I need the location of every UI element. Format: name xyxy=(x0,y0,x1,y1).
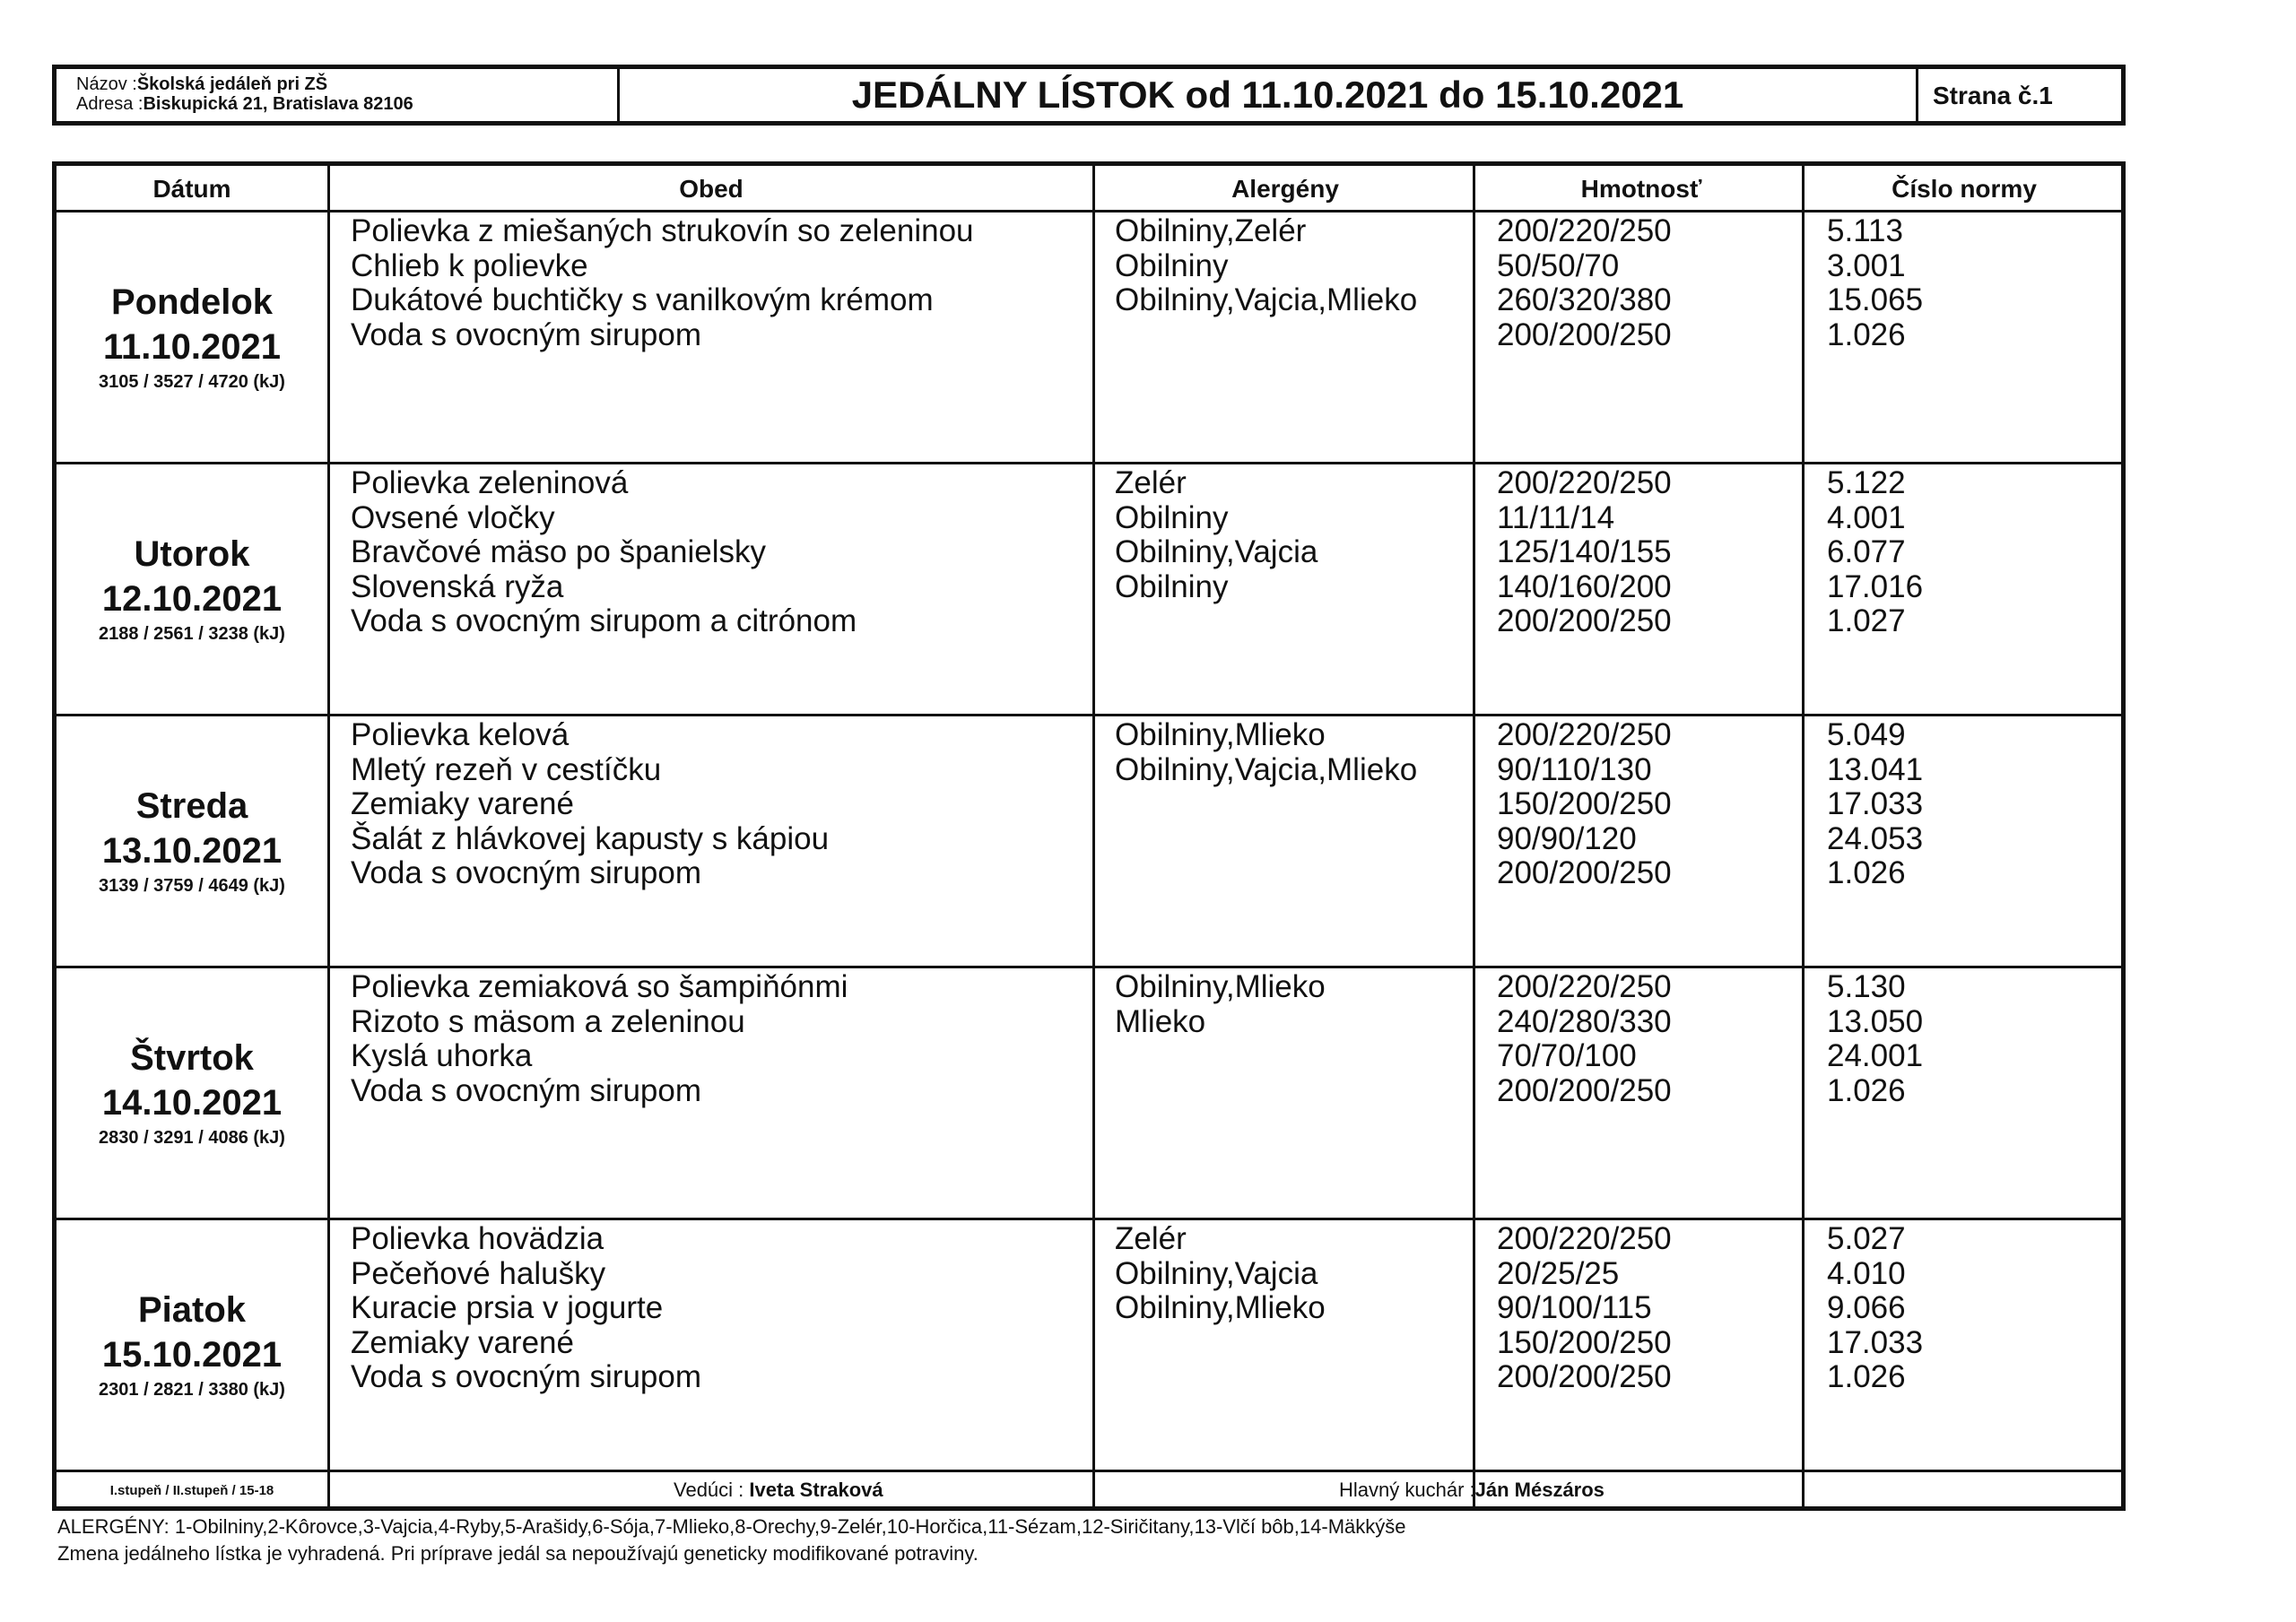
day-lunch-column xyxy=(351,1222,701,1395)
menu-item-weight: 240/280/330 xyxy=(1497,1003,1672,1039)
menu-item-allergens xyxy=(1115,787,1417,822)
menu-item-weight: 200/200/250 xyxy=(1497,603,1672,638)
menu-item-dish: Zemiaky varené xyxy=(351,1324,574,1360)
menu-item-norm: 5.049 xyxy=(1827,717,1906,752)
school-address-label: Adresa : xyxy=(76,94,144,114)
menu-item-allergens xyxy=(1115,604,1318,639)
menu-item-allergens: Obilniny,Vajcia xyxy=(1115,534,1318,569)
day-name: Piatok xyxy=(137,1290,247,1330)
menu-item-dish: Rizoto s mäsom a zeleninou xyxy=(351,1003,745,1039)
menu-item-dish: Dukátové buchtičky s vanilkovým krémom xyxy=(351,282,934,317)
column-header-date: Dátum xyxy=(152,175,231,203)
school-address: Biskupická 21, Bratislava 82106 xyxy=(143,94,413,114)
menu-item-weight: 70/70/100 xyxy=(1497,1038,1637,1073)
manager-name: Iveta Straková xyxy=(749,1479,883,1501)
menu-item-norm: 5.027 xyxy=(1827,1221,1906,1256)
menu-item-norm: 5.122 xyxy=(1827,465,1906,500)
day-cell xyxy=(57,968,327,1218)
menu-item-dish: Kuracie prsia v jogurte xyxy=(351,1290,664,1325)
school-name: Školská jedáleň pri ZŠ xyxy=(136,74,328,94)
menu-item-norm: 24.053 xyxy=(1827,820,1924,856)
menu-item-allergens: Obilniny,Vajcia xyxy=(1115,1255,1318,1291)
menu-item-norm: 5.130 xyxy=(1827,969,1906,1004)
allergen-legend: ALERGÉNY: 1-Obilniny,2-Kôrovce,3-Vajcia,4-Ryby,5-Arašidy,6-Sója,7-Mlieko,8-Orechy,9-Zelér,10-Horčica,11-Sézam,12-Siričitany,13-Vlčí bôb,14-Mäkkýše xyxy=(57,1515,1406,1538)
menu-item-dish: Polievka z miešaných strukovín so zeleninou xyxy=(351,213,974,248)
menu-item-allergens: Obilniny,Vajcia,Mlieko xyxy=(1115,751,1418,787)
column-header-allergens: Alergény xyxy=(1231,175,1339,203)
row-divider xyxy=(57,462,2121,464)
menu-item-norm: 1.026 xyxy=(1827,855,1906,890)
menu-item-weight: 200/200/250 xyxy=(1497,1072,1672,1108)
menu-item-weight: 200/220/250 xyxy=(1497,213,1672,248)
menu-item-weight: 20/25/25 xyxy=(1497,1255,1620,1291)
menu-item-dish: Voda s ovocným sirupom a citrónom xyxy=(351,603,857,638)
day-name: Pondelok xyxy=(110,282,274,322)
portion-levels: I.stupeň / II.stupeň / 15-18 xyxy=(109,1482,274,1498)
menu-item-weight: 200/220/250 xyxy=(1497,465,1672,500)
day-energy: 3105 / 3527 / 4720 (kJ) xyxy=(99,372,285,392)
menu-header xyxy=(52,65,2126,126)
day-weight-column xyxy=(1497,718,1672,891)
day-lunch-column xyxy=(351,718,829,891)
school-name-label: Názov : xyxy=(76,74,137,94)
menu-item-dish: Ovsené vločky xyxy=(351,499,555,535)
day-cell xyxy=(57,464,327,714)
menu-item-weight: 200/200/250 xyxy=(1497,855,1672,890)
menu-item-dish: Voda s ovocným sirupom xyxy=(351,317,702,352)
day-cell xyxy=(57,716,327,966)
menu-item-allergens xyxy=(1115,318,1417,353)
day-date: 12.10.2021 xyxy=(101,579,283,619)
menu-item-weight: 11/11/14 xyxy=(1497,499,1615,535)
day-norm-column xyxy=(1827,718,1923,891)
day-cell xyxy=(57,213,327,462)
disclaimer: Zmena jedálneho lístka je vyhradená. Pri príprave jedál sa nepoužívajú geneticky modifikované potraviny. xyxy=(57,1542,978,1565)
menu-item-norm: 17.033 xyxy=(1827,786,1924,821)
menu-item-weight: 50/50/70 xyxy=(1497,247,1620,283)
day-energy: 2188 / 2561 / 3238 (kJ) xyxy=(99,624,285,644)
column-divider xyxy=(1802,166,1805,1509)
menu-item-weight: 200/200/250 xyxy=(1497,317,1672,352)
row-divider xyxy=(57,966,2121,968)
menu-item-allergens: Obilniny,Mlieko xyxy=(1115,717,1326,752)
day-norm-column xyxy=(1827,1222,1923,1395)
day-allergens-column xyxy=(1115,466,1318,639)
menu-item-norm: 4.010 xyxy=(1827,1255,1906,1291)
menu-item-norm: 13.050 xyxy=(1827,1003,1924,1039)
day-name: Štvrtok xyxy=(130,1038,254,1078)
day-weight-column xyxy=(1497,466,1672,639)
menu-item-weight: 125/140/155 xyxy=(1497,534,1672,569)
day-norm-column xyxy=(1827,970,1923,1108)
day-energy: 2301 / 2821 / 3380 (kJ) xyxy=(99,1380,285,1400)
day-norm-column xyxy=(1827,466,1923,639)
menu-item-weight: 260/320/380 xyxy=(1497,282,1672,317)
day-date: 13.10.2021 xyxy=(101,831,283,871)
menu-item-weight: 90/90/120 xyxy=(1497,820,1637,856)
day-weight-column xyxy=(1497,970,1672,1108)
page-number: Strana č.1 xyxy=(1933,82,2053,109)
menu-item-norm: 1.027 xyxy=(1827,603,1906,638)
column-header-weight: Hmotnosť xyxy=(1580,175,1702,203)
manager-label: Vedúci : xyxy=(674,1479,744,1501)
day-date: 14.10.2021 xyxy=(101,1083,283,1123)
day-norm-column xyxy=(1827,214,1923,352)
chef-label: Hlavný kuchár : xyxy=(1339,1479,1475,1501)
day-energy: 3139 / 3759 / 4649 (kJ) xyxy=(99,876,285,896)
school-address-line xyxy=(76,94,617,114)
row-divider xyxy=(57,210,2121,213)
menu-item-dish: Polievka zemiaková so šampiňónmi xyxy=(351,969,848,1004)
day-allergens-column xyxy=(1115,1222,1326,1395)
menu-item-allergens: Zelér xyxy=(1115,1221,1187,1256)
menu-item-allergens xyxy=(1115,1326,1326,1361)
day-energy: 2830 / 3291 / 4086 (kJ) xyxy=(99,1128,285,1148)
signature-row xyxy=(57,1471,2121,1509)
menu-item-allergens xyxy=(1115,1360,1326,1395)
menu-item-dish: Mletý rezeň v cestíčku xyxy=(351,751,662,787)
menu-item-weight: 150/200/250 xyxy=(1497,1324,1672,1360)
manager xyxy=(674,1479,883,1502)
day-name: Streda xyxy=(135,786,248,826)
day-cell xyxy=(57,1220,327,1470)
chef-name: Ján Mészáros xyxy=(1474,1479,1605,1501)
column-divider xyxy=(1092,166,1095,1509)
row-divider xyxy=(57,714,2121,716)
menu-item-norm: 6.077 xyxy=(1827,534,1906,569)
menu-item-norm: 3.001 xyxy=(1827,247,1906,283)
menu-title: JEDÁLNY LÍSTOK od 11.10.2021 do 15.10.2021 xyxy=(620,69,1918,121)
menu-item-norm: 17.016 xyxy=(1827,568,1924,604)
menu-item-dish: Voda s ovocným sirupom xyxy=(351,1072,702,1108)
day-allergens-column xyxy=(1115,970,1326,1108)
day-weight-column xyxy=(1497,214,1672,352)
menu-item-dish: Polievka kelová xyxy=(351,717,570,752)
day-lunch-column xyxy=(351,214,974,352)
menu-item-norm: 24.001 xyxy=(1827,1038,1924,1073)
menu-item-allergens: Mlieko xyxy=(1115,1003,1206,1039)
column-divider xyxy=(327,166,330,1509)
menu-item-dish: Zemiaky varené xyxy=(351,786,574,821)
menu-item-dish: Bravčové mäso po španielsky xyxy=(351,534,766,569)
menu-item-norm: 15.065 xyxy=(1827,282,1924,317)
menu-item-norm: 5.113 xyxy=(1827,213,1903,248)
menu-item-dish: Chlieb k polievke xyxy=(351,247,588,283)
menu-item-weight: 140/160/200 xyxy=(1497,568,1672,604)
day-allergens-column xyxy=(1115,214,1417,352)
menu-item-allergens xyxy=(1115,822,1417,857)
school-name-line xyxy=(76,74,617,94)
day-date: 11.10.2021 xyxy=(103,327,281,367)
menu-item-allergens: Zelér xyxy=(1115,465,1187,500)
menu-item-norm: 4.001 xyxy=(1827,499,1906,535)
day-lunch-column xyxy=(351,970,848,1108)
head-chef xyxy=(1339,1479,1605,1502)
menu-item-norm: 1.026 xyxy=(1827,317,1906,352)
day-name: Utorok xyxy=(134,534,250,574)
menu-grid xyxy=(57,166,2121,1506)
menu-table xyxy=(52,161,2126,1511)
menu-item-norm: 17.033 xyxy=(1827,1324,1924,1360)
menu-item-dish: Kyslá uhorka xyxy=(351,1038,533,1073)
column-header-norm: Číslo normy xyxy=(1892,175,2037,203)
menu-item-dish: Slovenská ryža xyxy=(351,568,564,604)
menu-item-weight: 200/200/250 xyxy=(1497,1359,1672,1394)
menu-item-weight: 200/220/250 xyxy=(1497,969,1672,1004)
menu-item-weight: 150/200/250 xyxy=(1497,786,1672,821)
menu-item-allergens: Obilniny,Vajcia,Mlieko xyxy=(1115,282,1418,317)
menu-item-allergens: Obilniny,Mlieko xyxy=(1115,969,1326,1004)
menu-item-allergens: Obilniny,Zelér xyxy=(1115,213,1307,248)
day-lunch-column xyxy=(351,466,857,639)
menu-item-weight: 200/220/250 xyxy=(1497,717,1672,752)
column-divider xyxy=(1473,166,1475,1509)
menu-item-weight: 200/220/250 xyxy=(1497,1221,1672,1256)
menu-item-dish: Šalát z hlávkovej kapusty s kápiou xyxy=(351,820,830,856)
menu-item-allergens: Obilniny xyxy=(1115,247,1229,283)
day-allergens-column xyxy=(1115,718,1417,891)
menu-item-dish: Voda s ovocným sirupom xyxy=(351,1359,702,1394)
menu-item-allergens: Obilniny xyxy=(1115,568,1229,604)
column-header-lunch: Obed xyxy=(679,175,744,203)
menu-item-allergens xyxy=(1115,1039,1326,1074)
menu-item-norm: 1.026 xyxy=(1827,1359,1906,1394)
day-weight-column xyxy=(1497,1222,1672,1395)
row-divider xyxy=(57,1218,2121,1220)
menu-item-dish: Polievka zeleninová xyxy=(351,465,629,500)
day-date: 15.10.2021 xyxy=(101,1335,283,1375)
menu-item-norm: 13.041 xyxy=(1827,751,1924,787)
menu-item-dish: Polievka hovädzia xyxy=(351,1221,604,1256)
menu-item-norm: 9.066 xyxy=(1827,1290,1906,1325)
menu-item-weight: 90/110/130 xyxy=(1497,751,1652,787)
menu-item-allergens: Obilniny,Mlieko xyxy=(1115,1290,1326,1325)
menu-item-dish: Pečeňové halušky xyxy=(351,1255,606,1291)
school-info xyxy=(57,69,620,121)
menu-item-norm: 1.026 xyxy=(1827,1072,1906,1108)
menu-item-allergens xyxy=(1115,856,1417,891)
menu-item-allergens: Obilniny xyxy=(1115,499,1229,535)
menu-item-dish: Voda s ovocným sirupom xyxy=(351,855,702,890)
menu-item-allergens xyxy=(1115,1074,1326,1109)
menu-item-weight: 90/100/115 xyxy=(1497,1290,1652,1325)
